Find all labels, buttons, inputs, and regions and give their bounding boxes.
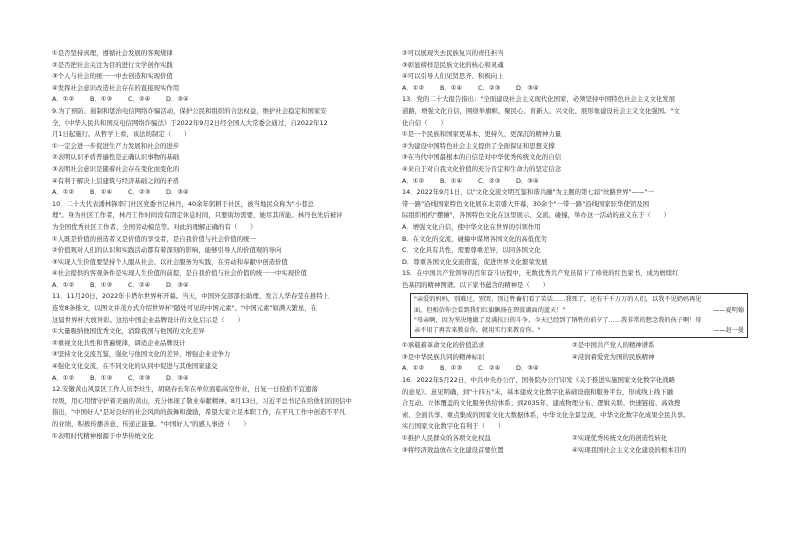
text-line: 道路，增强文化自信，围绕举旗帜、聚民心、育新人、兴文化、展形象建设社会主义文化强国。"文: [402, 106, 680, 115]
quote-box: [410, 293, 748, 338]
text-line: 15．在中国共产党领导的百年奋斗历程中，无数优秀共产党员留下了珍贵的红色家书，成为磨续红: [402, 269, 679, 278]
answer-options: [52, 373, 397, 385]
answer-option: ③是中华民族共同的精神标识: [402, 352, 485, 361]
text-line: ①是一个民族和国家更基本、更持久、更深沉的精神力量: [402, 130, 562, 139]
answer-option: ④实现我国社会主义文化建设的根本目的: [572, 445, 687, 454]
answer-option: D．③④: [516, 176, 539, 185]
text-line: 垃圾，用心用情守护着美丽的黄山，充分体现了敬业奉献精神。8月13日，习近平总书记在给他们的回信中: [52, 396, 352, 405]
answer-options: [52, 187, 397, 199]
text-line: ④来自于对自我文化价值的充分肯定和生命力的坚定信念: [402, 164, 562, 173]
text-line: ②为建设中国特色社会主义提供了全面保证和思想支撑: [402, 141, 555, 150]
text-line: ①人既是价值的创造者又是价值的享受者，是自我价值与社会价值的统一: [52, 234, 256, 243]
text-line: ③彰显榜样是民族文化的核心和灵魂: [402, 60, 504, 69]
answer-option: D．③④: [516, 83, 539, 92]
text-line: 14．2022年9月1日，以"文化交流文明互鉴和谐共融"为主题的第七届"丝路世界"——"一: [402, 188, 654, 197]
text-line: D．尊重各国文化交流借鉴，促进世界文化繁荣发展: [402, 257, 548, 266]
answer-option: ④浸润着爱党为国的民族精神: [572, 352, 655, 361]
text-line: 指出，"中国好人"是对良好的社会风尚的鼓舞和激励，希望大家立足本职工作，在平凡工作中创造不平凡: [52, 408, 346, 417]
answer-options: [402, 83, 747, 95]
text-line: ④可以引导人们见贤思齐、积极向上: [402, 72, 504, 81]
text-line: ③实现人生价值要坚持个人服从社会、以社会服务为实践，在劳动和奉献中创造价值: [52, 257, 288, 266]
text-line: 色基因的精神图谱。以下家书蕴含的精神是（ ）: [402, 280, 549, 289]
answer-option: C．②③: [128, 373, 151, 382]
text-line: 理"。身为社区工作者，林丹工作时间没有固定休息时间，只要街坊需要，她尽其所能。林丹也先后被评: [52, 211, 343, 220]
answer-option: B．①④: [440, 83, 463, 92]
quote-text: "母亲啊，因为坚决地做了反满抗日的斗争，今天已经到了牺牲的前夕了……我非常的想念我的孩子啊！母: [414, 316, 702, 324]
answer-options: [402, 445, 747, 457]
text-line: 索、全面共享、重点集成的国家文化大数据体系，中华文化全景呈现，中华文化数字化成果全民共享。: [402, 410, 690, 419]
answer-option: C．②③: [478, 83, 501, 92]
answer-options: [402, 433, 747, 445]
answer-option: B．①③: [90, 373, 113, 382]
answer-options: [52, 280, 397, 292]
quote-text: 面，但相信你会看到我们红旗飘扬在碧波湖面的蓝天！": [414, 306, 566, 314]
text-line: ③表明社会意识是随着社会存在变化而变化的: [52, 164, 180, 173]
answer-option: ②实现优秀传统文化的创造性转化: [572, 434, 668, 443]
answer-option: D．③④: [166, 188, 189, 197]
answer-option: C．②③: [478, 176, 501, 185]
answer-option: A．①②: [52, 95, 75, 104]
answer-option: A．①②: [52, 188, 75, 197]
text-line: 全，《中华人民共和国反电信网络诈骗法》于2022年9月2日经全国人大常委会通过，自2022年12: [52, 118, 328, 127]
quote-line: [414, 326, 744, 336]
answer-option: A．①②: [402, 176, 425, 185]
text-line: ②是否把社会关注为目的进行文学创作实践: [52, 60, 173, 69]
text-line: ④有利于解决上层建筑与经济基础之间的矛盾: [52, 176, 180, 185]
answer-options: [52, 94, 397, 106]
quote-text: 亲不用了再苦来教育你，就用实行来教育你。": [414, 327, 541, 335]
text-line: ④强化文化交流，在不同文化的认同中促进与其他国家建交: [52, 362, 218, 371]
text-line: 9.为了预防、遏制和惩治电信网络诈骗活动，保护公民和组织的合法权益，维护社会稳定和国家安: [52, 106, 327, 115]
answer-option: D．③④: [166, 373, 189, 382]
answer-option: B．①③: [90, 280, 113, 289]
answer-option: ③将经济效益放在文化建设首要位置: [402, 445, 504, 454]
text-line: C．文化具有共性，需要尊重差异，以同各国文化: [402, 246, 541, 255]
quote-text: "亲爱的妈妈，别难过，别哭，别让牲畜们看了笑话……我死了，还有千千万万的人们，以我不见奶妈再见: [414, 296, 702, 304]
text-line: ④社会提供的客观条件是实现人生价值的前提，是自我价值与社会价值的统一一中实现价值: [52, 269, 307, 278]
text-line: 的意见》。意见明确，到"十四五"末，基本建成文化数字化基础设施和服务平台，形成线上线下融: [402, 387, 674, 396]
text-line: ③个人与社会的统一一中去创造和实现价值: [52, 72, 173, 81]
answer-option: A．①②: [52, 280, 75, 289]
text-line: 13．党的二十大报告指出："全面建设社会主义现代化国家，必须坚持中国特色社会主义文化发展: [402, 95, 676, 104]
text-line: 化自信（ ）: [402, 118, 447, 127]
text-line: ①大量吸纳他国优秀文化，消除我国与他国的文化差异: [52, 327, 205, 336]
text-line: 际组织相约"摆摊"，各国特色文化在这里展示、交流、碰撞，举办这一活动的意义在于（ ）: [402, 211, 670, 220]
quote-line: [414, 306, 744, 316]
answer-option: B．①③: [440, 364, 463, 373]
text-line: ①是否坚持真理，遵循社会发展的客观规律: [52, 49, 173, 57]
quote-signature: ——夏明翰: [713, 306, 744, 314]
text-line: ②重视文化共性和普遍规律，调适企业品牌设计: [52, 338, 186, 347]
text-line: ①表明时代精神根源于中华传统文化: [52, 431, 154, 440]
text-line: ②可以展现失去民族复兴的责任担当: [402, 49, 504, 57]
text-line: 的业绩，积极传播善意、传递正能量。"中国好人"的感人事迹（ ）: [52, 420, 250, 428]
text-line: 月1日起施行。从哲学上看，该法的制定（ ）: [52, 130, 191, 139]
answer-options: [402, 176, 747, 188]
text-line: ②表明认识矛盾普遍性是正确认识事物的基础: [52, 153, 180, 162]
left-column: [52, 48, 397, 442]
answer-option: C．②③: [128, 188, 151, 197]
text-line: 这届世界杯大放异彩。这给中国企业品牌设计的文化启示是（ ）: [52, 315, 244, 324]
answer-option: ②是中国共产党人的精神谱系: [572, 341, 655, 350]
text-line: ①一定会进一步促进生产力发展和社会的进步: [52, 141, 180, 150]
answer-option: C．②④: [478, 364, 501, 373]
text-line: 12.安徽黄山风景区工作人员李灶生，胡晓春长年在单位面临高空作业，日复一日捡拾不宜遗落: [52, 385, 318, 394]
answer-option: D．③④: [166, 95, 189, 104]
text-line: ③在当代中国最根本的自信是对中华优秀传统文化的自信: [402, 153, 562, 162]
text-line: B．在文化的交流，碰撞中谋增各国文化的高低优劣: [402, 234, 547, 243]
answer-option: A．①②: [402, 83, 425, 92]
answer-option: B．①④: [90, 188, 113, 197]
answer-option: C．②④: [128, 95, 151, 104]
answer-option: A．①②: [52, 373, 75, 382]
text-line: 11．11月20日，2022年卡塔尔世界杯开幕。当天，中国外交部部长助理、发言人华春莹在推特上: [52, 292, 330, 301]
text-line: 合互动、立体覆盖的文化服务供给体系；到2035年，建成物理分布、逻辑关联、快速链接、高效搜: [402, 399, 681, 408]
quote-line: [414, 295, 744, 305]
answer-option: A．①②: [402, 364, 425, 373]
answer-options: [402, 340, 747, 352]
answer-options: [402, 363, 747, 375]
quote-line: [414, 316, 744, 326]
quote-signature: ——赵一曼: [713, 327, 744, 335]
text-line: A．增强文化自信，使中华文化在世界的引领作用: [402, 222, 541, 231]
answer-option: D．③④: [166, 280, 189, 289]
text-line: 连发8条推文，以图文并茂方式介绍世界杯"随处可见的中国元素"。"中国元素"如满天繁星，在: [52, 304, 318, 313]
answer-option: B．①③: [90, 95, 113, 104]
answer-option: ①承载着革命文化的价值追求: [402, 341, 485, 350]
text-line: 为全国优秀社区工作者、全国劳动模范等。对此的理解正确的有（ ）: [52, 222, 257, 231]
text-line: 16．2022年5月22日，中共中央办公厅、国务院办公厅印发《关于推进实施国家文化数字化战略: [402, 376, 676, 385]
text-line: ②价值观对人们的认识和实践活动都有着深刻的影响，能够引导人的价值观的导向: [52, 246, 282, 255]
text-line: 实行国家文化数字化有利于（ ）: [402, 422, 505, 431]
right-column: [402, 48, 747, 456]
text-line: ③坚持文化交流互鉴，强化与他国文化的差异，增强企业竞争力: [52, 350, 231, 359]
answer-options: [402, 352, 747, 364]
answer-option: B．①④: [440, 176, 463, 185]
text-line: 带一路"沿线国家特色文化展在北京盛大开幕，30余个"一带一路"沿线国家驻华使馆及国: [402, 199, 650, 208]
answer-option: C．②④: [128, 280, 151, 289]
text-line: 10．二十大代表潘林锋率门社区党委书记林丹，40余年躬耕于社区，被当地民众称为"小巷总: [52, 199, 315, 208]
text-line: ④发挥社会意识改造社会存在的直接现实作用: [52, 83, 180, 92]
answer-option: D．③④: [516, 364, 539, 373]
answer-option: ①推护人民群众的各项文化权益: [402, 434, 491, 443]
